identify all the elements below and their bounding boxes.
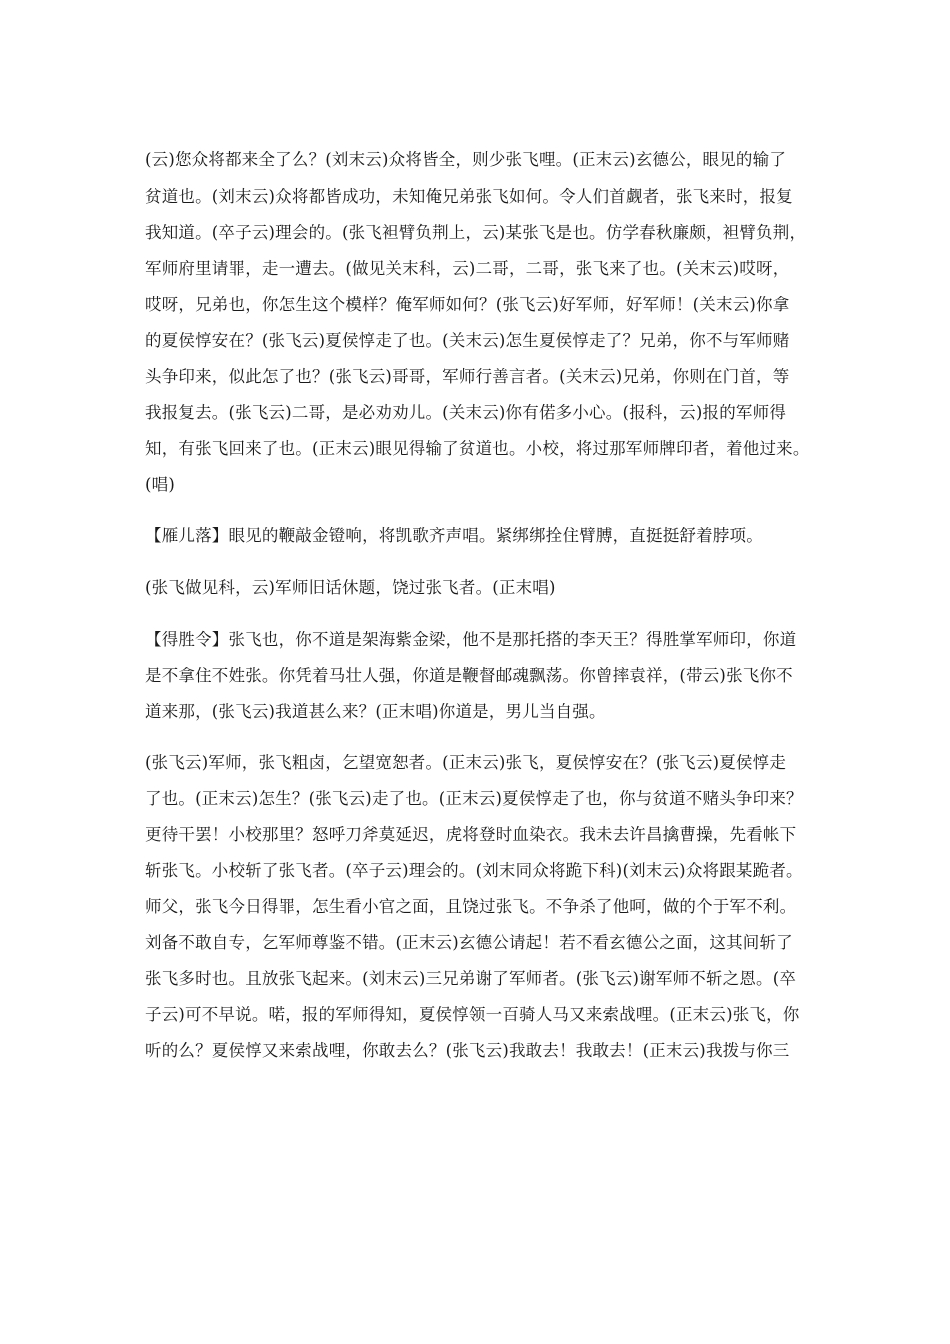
text-line: 听的么？夏侯惇又来索战哩，你敢去么？(张飞云)我敢去！我敢去！(正末云)我拨与你三	[145, 1041, 790, 1060]
text-line: 子云)可不早说。喏，报的军师得知，夏侯惇领一百骑人马又来索战哩。(正末云)张飞，你	[145, 1005, 800, 1024]
text-line: 的夏侯惇安在？(张飞云)夏侯惇走了也。(关末云)怎生夏侯惇走了？兄弟，你不与军师赌	[145, 331, 790, 350]
text-line: 了也。(正末云)怎生？(张飞云)走了也。(正末云)夏侯惇走了也，你与贫道不赌头争印来？	[145, 789, 803, 808]
text-line: 师父，张飞今日得罪，怎生看小官之面，且饶过张飞。不争杀了他呵，做的个于军不利。	[145, 897, 797, 916]
text-line: (张飞做见科，云)军师旧话休题，饶过张飞者。(正末唱)	[145, 578, 556, 597]
text-line: 贫道也。(刘末云)众将都皆成功，未知俺兄弟张飞如何。令人们首觑者，张飞来时，报复	[145, 187, 793, 206]
text-line: 斩张飞。小校斩了张飞者。(卒子云)理会的。(刘末同众将跪下科)(刘末云)众将跟某跪者。	[145, 861, 803, 880]
song-lyric-line: 道来那，(张飞云)我道甚么来？(正末唱)你道是，男儿当自强。	[145, 702, 606, 721]
text-line: 刘备不敢自专，乞军师尊鉴不错。(正末云)玄德公请起！若不看玄德公之面，这其间斩了	[145, 933, 793, 952]
text-line: 知，有张飞回来了也。(正末云)眼见得输了贫道也。小校，将过那军师牌印者，着他过来。	[145, 439, 810, 458]
text-line: (张飞云)军师，张飞粗卤，乞望宽恕者。(正末云)张飞，夏侯惇安在？(张飞云)夏侯惇走	[145, 753, 787, 772]
song-lyric-line: 【雁儿落】眼见的鞭敲金镫响，将凯歌齐声唱。紧绑绑拴住臂膊，直挺挺舒着脖项。	[145, 526, 763, 545]
song-lyric-line: 是不拿住不姓张。你凭着马壮人强，你道是鞭督邮魂飘荡。你曾摔袁祥，(带云)张飞你不	[145, 666, 793, 685]
text-line: 张飞多时也。且放张飞起来。(刘末云)三兄弟谢了军师者。(张飞云)谢军师不斩之恩。(卒	[145, 969, 797, 988]
text-line: 我知道。(卒子云)理会的。(张飞袒臂负荆上，云)某张飞是也。仿学春秋廉颇，袒臂负荆，	[145, 223, 807, 242]
text-line: (云)您众将都来全了么？(刘末云)众将皆全，则少张飞哩。(正末云)玄德公，眼见的输了	[145, 150, 787, 169]
text-line: 军师府里请罪，走一遭去。(做见关末科，云)二哥，二哥，张飞来了也。(关末云)哎呀，	[145, 259, 790, 278]
song-lyric-line: 【得胜令】张飞也，你不道是架海紫金梁，他不是那托搭的李天王？得胜掌军师印，你道	[145, 630, 797, 649]
text-line: 我报复去。(张飞云)二哥，是必劝劝儿。(关末云)你有偌多小心。(报科，云)报的军师得	[145, 403, 787, 422]
text-line: (唱)	[145, 475, 175, 494]
text-line: 哎呀，兄弟也，你怎生这个模样？俺军师如何？(张飞云)好军师，好军师！(关末云)你拿	[145, 295, 790, 314]
text-line: 更待干罢！小校那里？怒呼刀斧莫延迟，虎将登时血染衣。我未去许昌擒曹操，先看帐下	[145, 825, 797, 844]
text-line: 头争印来，似此怎了也？(张飞云)哥哥，军师行善言者。(关末云)兄弟，你则在门首，等	[145, 367, 790, 386]
